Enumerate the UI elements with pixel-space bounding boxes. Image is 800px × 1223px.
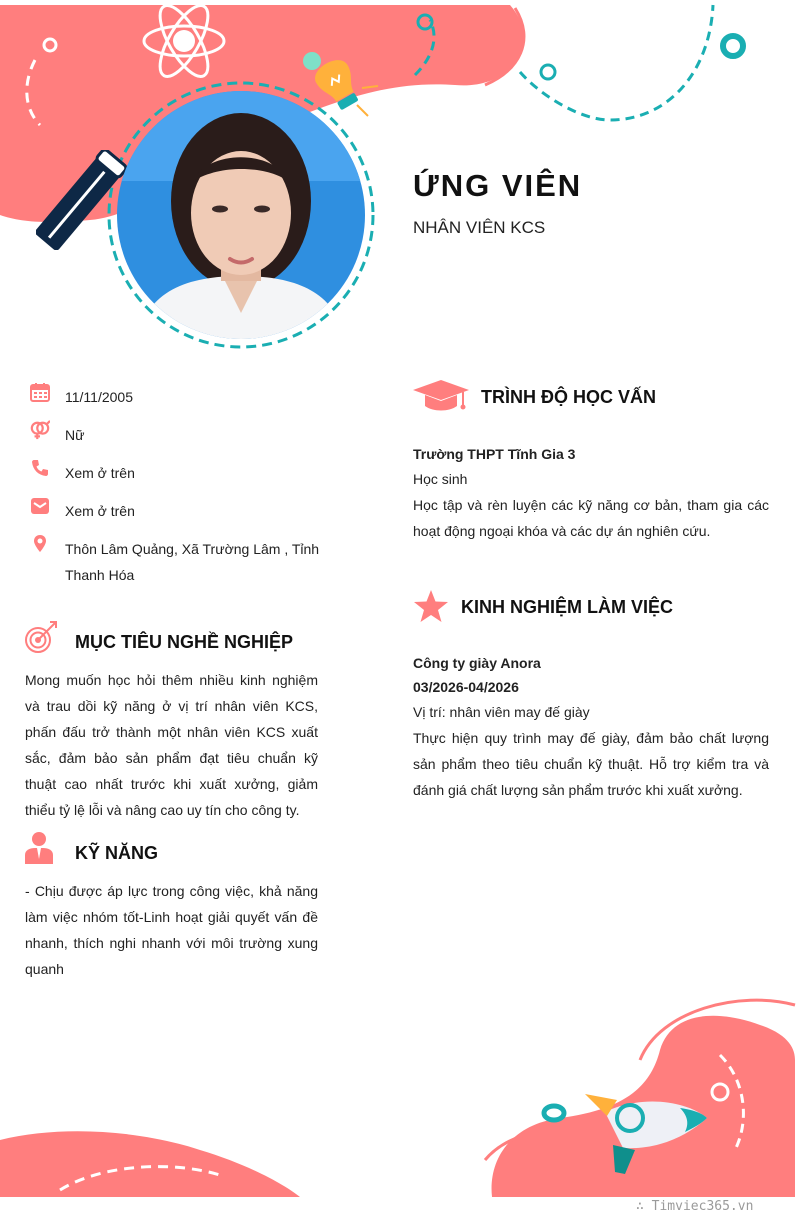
- experience-period: 03/2026-04/2026: [413, 679, 519, 695]
- experience-title: KINH NGHIỆM LÀM VIỆC: [461, 597, 674, 617]
- person-icon: [25, 831, 53, 864]
- graduation-cap-icon: [413, 380, 469, 414]
- info-phone: [30, 460, 330, 486]
- info-birthday: [30, 384, 330, 410]
- phone-text: Xem ở trên: [65, 465, 135, 481]
- atom-icon: [140, 3, 228, 83]
- info-address: [30, 536, 330, 588]
- education-school: Trường THPT Tĩnh Gia 3: [413, 446, 576, 462]
- info-email: [30, 498, 330, 524]
- education-description: Học tập và rèn luyện các kỹ năng cơ bản, tham gia các hoạt động ngoại khóa và các dự án nghiên cứu.: [413, 497, 769, 539]
- watermark: ∴ Timviec365.vn: [636, 1199, 754, 1214]
- education-title: TRÌNH ĐỘ HỌC VẤN: [481, 387, 656, 407]
- skills-title: KỸ NĂNG: [75, 843, 159, 863]
- rocket-icon: [585, 1090, 710, 1180]
- experience-company: Công ty giày Anora: [413, 655, 541, 671]
- email-icon: [30, 496, 50, 516]
- experience-description: Thực hiện quy trình may đế giày, đảm bảo chất lượng sản phẩm theo tiêu chuẩn kỹ thuật. Hỗ trợ kiểm tra và đánh giá chất lượng sản phẩm trước khi xuất xưởng.: [413, 730, 769, 798]
- gender-text: Nữ: [65, 427, 85, 443]
- experience-position: Vị trí: nhân viên may đế giày: [413, 704, 590, 720]
- email-text: Xem ở trên: [65, 503, 135, 519]
- skills-text: - Chịu được áp lực trong công việc, khả năng làm việc nhóm tốt-Linh hoạt giải quyết vấn đề nhanh, thích nghi nhanh với môi trường xung quanh: [25, 883, 318, 977]
- birthday-text: 11/11/2005: [65, 389, 133, 405]
- phone-icon: [30, 458, 50, 478]
- candidate-name: ỨNG VIÊN: [413, 168, 583, 203]
- calendar-icon: [30, 382, 50, 402]
- info-gender: [30, 422, 330, 448]
- objective-title: MỤC TIÊU NGHỀ NGHIỆP: [75, 632, 294, 652]
- address-text: Thôn Lâm Quảng, Xã Trường Lâm , Tỉnh Thanh Hóa: [65, 541, 320, 583]
- education-degree: Học sinh: [413, 471, 468, 487]
- target-icon: [24, 620, 58, 654]
- gender-icon: [30, 420, 50, 440]
- objective-text: Mong muốn học hỏi thêm nhiều kinh nghiệm và trau dồi kỹ năng ở vị trí nhân viên KCS, phấn đấu trở thành một nhân viên KCS xuất sắc, đảm bảo sản phẩm đạt tiêu chuẩn kỹ thuật cao nhất trước khi xuất xưởng, giảm thiểu tỷ lệ lỗi và nâng cao uy tín cho công ty.: [25, 672, 318, 818]
- location-icon: [30, 534, 50, 554]
- star-icon: [413, 589, 449, 623]
- profile-photo: [117, 91, 365, 339]
- pencil-icon: [36, 150, 128, 250]
- candidate-position: NHÂN VIÊN KCS: [413, 218, 546, 237]
